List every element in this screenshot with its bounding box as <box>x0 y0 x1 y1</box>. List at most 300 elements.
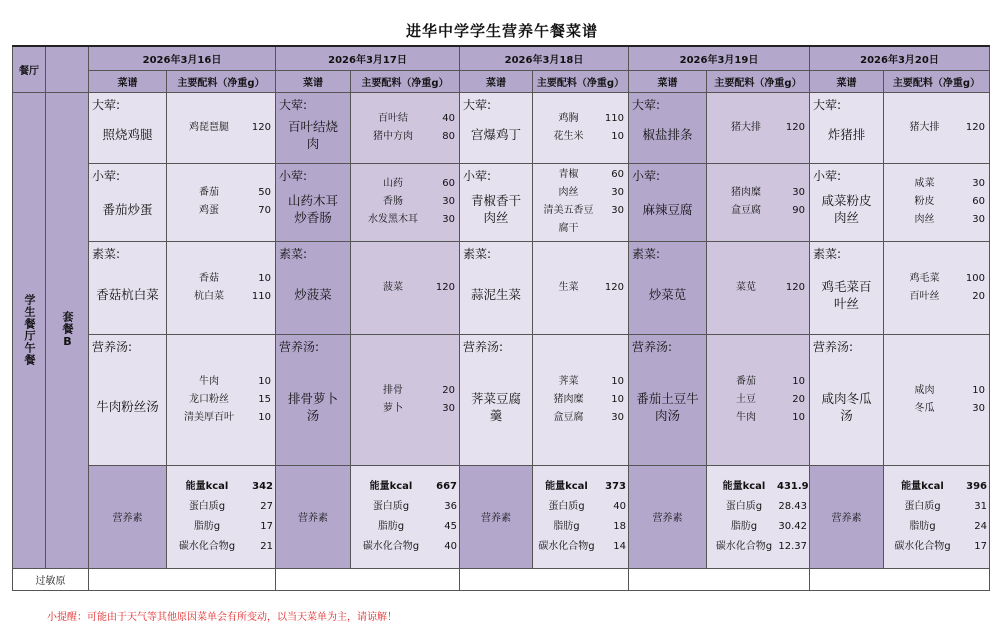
ingredient-row <box>539 391 624 409</box>
canteen-header <box>13 46 46 92</box>
ingredients-cell <box>884 241 990 334</box>
nutrition-label-cell <box>89 465 167 568</box>
dish-column-label: 菜谱 <box>303 77 323 89</box>
ingredient-name: 百叶丝 <box>909 290 940 302</box>
ingredients-cell <box>533 241 629 334</box>
dish-name: 宫爆鸡丁 <box>470 127 521 142</box>
nutrient-value: 24 <box>974 520 987 532</box>
ingredient-name: 香肠 <box>383 196 403 207</box>
ingredient-name: 冬瓜 <box>914 402 935 414</box>
ingredient-list <box>351 382 459 418</box>
dish-cell <box>89 92 167 163</box>
ingredient-list <box>533 166 628 238</box>
allergen-cell <box>460 568 629 590</box>
ingredient-row <box>173 373 271 391</box>
ingredient-qty: 30 <box>611 411 624 423</box>
nutrient-name: 能量kcal <box>369 480 413 492</box>
dish-name: 炒菜苋 <box>648 287 687 302</box>
ingredient-row <box>890 175 985 193</box>
dish-name: 番茄炒蛋 <box>102 201 153 217</box>
dish-cell <box>810 92 884 163</box>
dish-cell <box>89 241 167 334</box>
ingredient-row <box>357 175 455 193</box>
ingredients-cell <box>707 241 810 334</box>
nutrient-name: 脂肪g <box>193 520 221 532</box>
ingredient-qty: 30 <box>442 214 455 225</box>
dish-name: 蒜泥生菜 <box>470 287 521 302</box>
ingredient-row <box>173 288 271 306</box>
nutrition-label-cell <box>810 465 884 568</box>
ingredient-qty: 60 <box>611 169 624 180</box>
ingredient-row <box>713 391 805 409</box>
day-date: 2026年3月17日 <box>328 54 407 66</box>
ingredient-row <box>890 119 985 137</box>
dish-name: 炒菠菜 <box>294 287 332 302</box>
ingredient-qty: 20 <box>972 290 985 302</box>
ingredient-qty: 10 <box>258 375 271 387</box>
nutrient-name: 蛋白质g <box>372 500 410 512</box>
ingredient-list <box>533 110 628 146</box>
ingredient-row <box>539 110 624 128</box>
nutrition-list <box>884 477 989 557</box>
ingredient-name: 番茄 <box>736 375 756 387</box>
ingredients-cell <box>167 163 276 241</box>
meal-category: 营养汤: <box>632 339 673 354</box>
ingredient-row <box>357 193 455 211</box>
ingredient-list <box>707 184 809 220</box>
ingredient-name: 香菇 <box>199 272 219 284</box>
ingredient-column-label: 主要配料（净重g） <box>892 77 981 89</box>
ingredient-qty: 10 <box>611 375 624 387</box>
dish-cell <box>89 334 167 465</box>
ingredient-row <box>173 391 271 409</box>
dish-column-header <box>276 70 351 92</box>
dish-column-label: 菜谱 <box>836 77 857 89</box>
dish-name: 鸡毛菜百叶丝 <box>821 278 872 311</box>
nutrient-value: 27 <box>260 500 273 512</box>
ingredient-row <box>539 184 624 202</box>
footer-note: 小提醒：可能由于天气等其他原因菜单会有所变动，以当天菜单为主，请谅解！ <box>47 612 397 623</box>
nutrition-cell <box>167 465 276 568</box>
nutrition-row <box>711 477 807 497</box>
ingredient-name: 鸡毛菜 <box>909 272 940 284</box>
nutrient-name: 脂肪g <box>909 520 936 532</box>
meal-category: 大荤: <box>813 97 842 112</box>
ingredient-list <box>533 373 628 427</box>
meal-category: 小荤: <box>279 168 308 183</box>
ingredient-qty: 10 <box>792 411 805 423</box>
dish-name: 荠菜豆腐羹 <box>470 390 521 423</box>
allergen-cell <box>89 568 276 590</box>
ingredient-qty: 50 <box>258 187 271 198</box>
dish-cell <box>810 334 884 465</box>
nutrition-label: 营养素 <box>298 513 328 524</box>
nutrient-value: 373 <box>605 480 626 492</box>
ingredient-name: 鸡胸 <box>558 112 579 124</box>
meal-category: 素菜: <box>813 246 842 261</box>
ingredients-cell <box>884 163 990 241</box>
ingredient-name: 菠菜 <box>383 281 403 293</box>
meal-category: 大荤: <box>279 97 308 112</box>
nutrition-row <box>888 477 987 497</box>
ingredients-cell <box>884 92 990 163</box>
nutrient-value: 12.37 <box>778 540 807 552</box>
nutrition-row <box>711 517 807 537</box>
nutrient-value: 14 <box>613 540 626 552</box>
meal-category: 小荤: <box>463 168 492 183</box>
ingredient-name: 清美五香豆腐干 <box>543 205 594 234</box>
ingredient-list <box>351 175 459 229</box>
meal-category: 营养汤: <box>463 339 504 354</box>
ingredient-row <box>713 279 805 297</box>
allergen-label: 过敏原 <box>35 575 66 587</box>
nutrient-name: 蛋白质g <box>548 500 585 512</box>
allergen-label-cell <box>13 568 89 590</box>
dish-name: 照烧鸡腿 <box>102 127 153 142</box>
ingredient-row <box>890 400 985 418</box>
ingredient-name: 肉丝 <box>914 214 935 225</box>
nutrition-list <box>707 477 809 557</box>
dish-cell <box>276 163 351 241</box>
nutrition-row <box>171 517 273 537</box>
ingredient-qty: 10 <box>258 411 271 423</box>
ingredient-row <box>890 270 985 288</box>
dish-cell <box>810 163 884 241</box>
ingredients-cell <box>707 92 810 163</box>
dish-column-header <box>810 70 884 92</box>
ingredient-name: 猪肉糜 <box>553 393 584 405</box>
dish-name: 百叶结烧肉 <box>287 118 338 151</box>
nutrient-name: 碳水化合物g <box>894 540 951 552</box>
ingredient-qty: 60 <box>972 196 985 207</box>
nutrition-row <box>711 497 807 517</box>
ingredient-qty: 120 <box>785 121 805 133</box>
ingredient-name: 鸡琵琶腿 <box>189 121 229 133</box>
ingredient-name: 青椒 <box>558 169 579 180</box>
ingredient-name: 番茄 <box>199 187 219 198</box>
nutrition-row <box>888 517 987 537</box>
ingredient-row <box>357 128 455 146</box>
nutrient-name: 碳水化合物g <box>362 540 420 552</box>
dish-cell <box>629 241 707 334</box>
nutrient-value: 36 <box>444 500 457 512</box>
ingredient-name: 猪中方肉 <box>373 130 413 142</box>
ingredient-qty: 30 <box>792 187 805 198</box>
ingredient-row <box>890 193 985 211</box>
ingredients-cell <box>533 92 629 163</box>
ingredient-name: 鸡蛋 <box>199 205 219 216</box>
set-header <box>46 46 89 92</box>
nutrition-row <box>711 537 807 557</box>
nutrient-name: 碳水化合物g <box>178 540 236 552</box>
nutrition-label-cell <box>460 465 533 568</box>
ingredient-qty: 30 <box>972 178 985 189</box>
meal-category: 大荤: <box>463 97 492 112</box>
meal-category: 素菜: <box>92 246 121 261</box>
ingredient-name: 猪肉糜 <box>731 187 761 198</box>
ingredient-row <box>713 202 805 220</box>
ingredient-column-header <box>533 70 629 92</box>
ingredient-name: 百叶结 <box>378 112 408 124</box>
nutrition-label: 营养素 <box>831 513 862 524</box>
menu-table <box>12 45 990 591</box>
ingredient-list <box>884 119 989 137</box>
ingredient-qty: 10 <box>611 130 624 142</box>
meal-category: 大荤: <box>92 97 121 112</box>
nutrition-cell <box>707 465 810 568</box>
nutrient-value: 45 <box>444 520 457 532</box>
ingredient-name: 牛肉 <box>736 411 756 423</box>
ingredients-cell <box>533 334 629 465</box>
nutrient-value: 17 <box>260 520 273 532</box>
nutrient-value: 342 <box>252 480 273 492</box>
ingredient-list <box>351 279 459 297</box>
ingredient-list <box>167 373 275 427</box>
dish-column-label: 菜谱 <box>486 77 506 89</box>
dish-cell <box>460 241 533 334</box>
ingredient-name: 猪大排 <box>909 121 940 133</box>
dish-cell <box>276 92 351 163</box>
ingredient-qty: 120 <box>965 121 985 133</box>
dish-cell <box>460 92 533 163</box>
ingredient-qty: 10 <box>611 393 624 405</box>
dish-name: 番茄土豆牛肉汤 <box>636 390 699 423</box>
dish-cell <box>810 241 884 334</box>
ingredient-name: 盒豆腐 <box>553 411 584 423</box>
nutrient-name: 能量kcal <box>722 480 766 492</box>
ingredients-cell <box>351 92 460 163</box>
day-date-header <box>89 46 276 70</box>
nutrition-list <box>167 477 275 557</box>
nutrition-row <box>888 497 987 517</box>
allergen-cell <box>810 568 990 590</box>
dish-cell <box>276 334 351 465</box>
ingredient-list <box>167 119 275 137</box>
ingredients-cell <box>351 334 460 465</box>
ingredients-cell <box>884 334 990 465</box>
dish-name: 咸菜粉皮肉丝 <box>821 193 872 225</box>
nutrition-row <box>171 497 273 517</box>
ingredient-name: 龙口粉丝 <box>189 393 229 405</box>
dish-column-header <box>89 70 167 92</box>
nutrition-row <box>171 477 273 497</box>
meal-category: 素菜: <box>279 246 308 261</box>
ingredient-row <box>357 400 455 418</box>
nutrition-cell <box>533 465 629 568</box>
dish-name: 麻辣豆腐 <box>642 201 693 217</box>
ingredient-name: 山药 <box>383 178 403 189</box>
ingredient-row <box>173 270 271 288</box>
nutrition-list <box>533 477 628 557</box>
nutrition-list <box>351 477 459 557</box>
nutrition-label: 营养素 <box>481 513 511 524</box>
ingredient-list <box>707 373 809 427</box>
dish-cell <box>629 92 707 163</box>
ingredient-row <box>890 288 985 306</box>
ingredient-list <box>351 110 459 146</box>
ingredient-name: 咸菜 <box>914 178 935 189</box>
nutrient-name: 脂肪g <box>377 520 405 532</box>
day-date-header <box>460 46 629 70</box>
dish-column-header <box>460 70 533 92</box>
nutrient-value: 40 <box>613 500 626 512</box>
ingredient-qty: 10 <box>972 384 985 396</box>
nutrition-row <box>355 537 457 557</box>
ingredient-name: 肉丝 <box>558 187 579 198</box>
meal-category: 营养汤: <box>813 339 854 354</box>
ingredient-name: 花生米 <box>553 130 584 142</box>
ingredient-row <box>539 373 624 391</box>
allergen-cell <box>629 568 810 590</box>
ingredient-column-header <box>167 70 276 92</box>
day-date: 2026年3月19日 <box>679 54 759 66</box>
ingredient-qty: 60 <box>442 178 455 189</box>
ingredient-row <box>539 166 624 184</box>
ingredient-row <box>173 409 271 427</box>
dish-name: 青椒香干肉丝 <box>470 193 521 225</box>
dish-cell <box>629 334 707 465</box>
dish-cell <box>276 241 351 334</box>
nutrient-name: 碳水化合物g <box>538 540 595 552</box>
nutrient-name: 能量kcal <box>901 480 944 492</box>
day-date-header <box>629 46 810 70</box>
nutrient-value: 396 <box>966 480 987 492</box>
nutrient-value: 17 <box>974 540 987 552</box>
ingredient-row <box>713 409 805 427</box>
ingredient-qty: 120 <box>435 281 455 293</box>
ingredient-qty: 30 <box>442 402 455 414</box>
ingredient-name: 排骨 <box>383 384 403 396</box>
ingredient-name: 杭白菜 <box>194 290 224 302</box>
ingredient-qty: 120 <box>251 121 271 133</box>
ingredient-row <box>890 211 985 229</box>
nutrition-row <box>355 497 457 517</box>
nutrient-name: 脂肪g <box>730 520 758 532</box>
meal-category: 小荤: <box>632 168 661 183</box>
meal-category: 小荤: <box>813 168 842 183</box>
dish-column-label: 菜谱 <box>117 77 138 89</box>
nutrition-row <box>537 517 626 537</box>
ingredient-list <box>884 175 989 229</box>
ingredient-list <box>167 270 275 306</box>
ingredient-qty: 70 <box>258 205 271 216</box>
ingredient-list <box>884 382 989 418</box>
ingredient-column-header <box>351 70 460 92</box>
meal-category: 素菜: <box>632 246 661 261</box>
nutrient-name: 蛋白质g <box>725 500 763 512</box>
nutrition-row <box>537 497 626 517</box>
ingredient-name: 土豆 <box>736 393 756 405</box>
ingredient-row <box>539 128 624 146</box>
ingredient-row <box>357 211 455 229</box>
dish-column-label: 菜谱 <box>657 77 678 89</box>
ingredient-row <box>357 382 455 400</box>
ingredients-cell <box>351 241 460 334</box>
ingredient-row <box>890 382 985 400</box>
ingredient-row <box>539 202 624 238</box>
nutrition-label: 营养素 <box>652 513 683 524</box>
ingredient-column-label: 主要配料（净重g） <box>177 77 265 89</box>
ingredient-row <box>357 279 455 297</box>
meal-category: 小荤: <box>92 168 121 183</box>
dish-name: 山药木耳炒香肠 <box>287 193 338 225</box>
nutrient-value: 21 <box>260 540 273 552</box>
nutrition-cell <box>351 465 460 568</box>
dish-name: 咸肉冬瓜汤 <box>821 390 872 423</box>
ingredient-name: 水发黑木耳 <box>368 214 418 225</box>
nutrition-label: 营养素 <box>112 513 143 524</box>
ingredient-qty: 120 <box>785 281 805 293</box>
canteen-name-cell <box>13 92 46 568</box>
dish-name: 炸猪排 <box>827 127 866 142</box>
dish-name: 牛肉粉丝汤 <box>96 399 159 414</box>
ingredient-name: 牛肉 <box>199 375 219 387</box>
ingredient-qty: 20 <box>792 393 805 405</box>
ingredient-name: 粉皮 <box>914 196 935 207</box>
ingredient-row <box>173 119 271 137</box>
ingredient-name: 生菜 <box>558 281 579 293</box>
ingredient-qty: 15 <box>258 393 271 405</box>
nutrient-name: 脂肪g <box>553 520 580 532</box>
ingredient-row <box>713 119 805 137</box>
day-date-header <box>276 46 460 70</box>
dish-column-header <box>629 70 707 92</box>
day-date: 2026年3月18日 <box>504 54 584 66</box>
ingredient-list <box>707 119 809 137</box>
ingredient-row <box>357 110 455 128</box>
ingredients-cell <box>167 334 276 465</box>
ingredient-qty: 110 <box>251 290 271 302</box>
meal-category: 营养汤: <box>92 339 133 354</box>
nutrition-cell <box>884 465 990 568</box>
ingredient-name: 清美厚百叶 <box>184 411 234 423</box>
day-date: 2026年3月20日 <box>860 54 939 66</box>
ingredient-name: 盒豆腐 <box>731 205 761 216</box>
dish-cell <box>89 163 167 241</box>
nutrition-row <box>537 477 626 497</box>
nutrient-name: 能量kcal <box>545 480 588 492</box>
ingredient-qty: 120 <box>604 281 624 293</box>
nutrient-value: 40 <box>444 540 457 552</box>
ingredient-column-header <box>884 70 990 92</box>
nutrient-name: 蛋白质g <box>188 500 226 512</box>
dish-name: 椒盐排条 <box>642 127 693 142</box>
ingredient-qty: 30 <box>611 205 624 216</box>
ingredient-row <box>173 184 271 202</box>
ingredient-qty: 100 <box>965 272 985 284</box>
meal-category: 营养汤: <box>279 339 320 354</box>
ingredient-name: 萝卜 <box>383 402 403 414</box>
ingredients-cell <box>707 334 810 465</box>
ingredient-column-header <box>707 70 810 92</box>
ingredient-qty: 10 <box>792 375 805 387</box>
nutrient-value: 18 <box>613 520 626 532</box>
nutrition-label-cell <box>629 465 707 568</box>
ingredients-cell <box>167 92 276 163</box>
ingredient-qty: 30 <box>972 402 985 414</box>
nutrition-row <box>355 517 457 537</box>
ingredient-qty: 40 <box>442 112 455 124</box>
allergen-cell <box>276 568 460 590</box>
dish-cell <box>460 163 533 241</box>
nutrient-value: 667 <box>436 480 457 492</box>
ingredient-qty: 20 <box>442 384 455 396</box>
ingredients-cell <box>533 163 629 241</box>
nutrient-value: 431.9 <box>777 480 809 492</box>
ingredient-list <box>707 279 809 297</box>
nutrient-name: 碳水化合物g <box>715 540 773 552</box>
dish-cell <box>629 163 707 241</box>
